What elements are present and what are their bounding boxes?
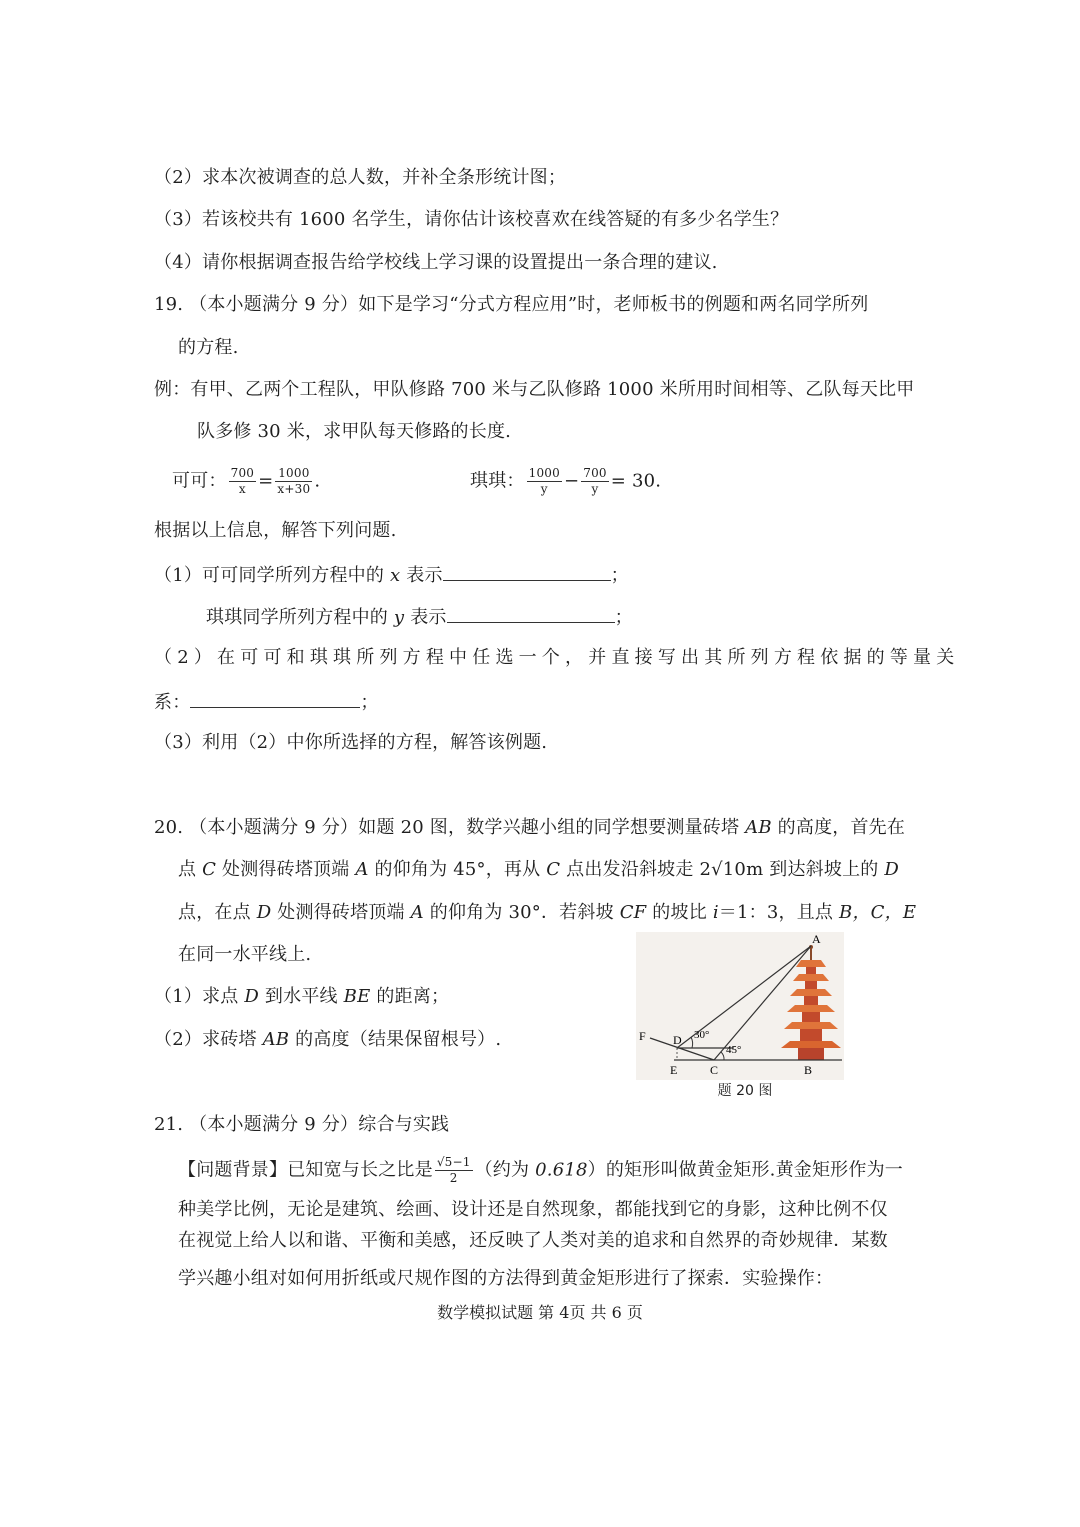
label-d: D [673,1033,682,1047]
label-c: C [710,1063,719,1077]
page-footer: 数学模拟试题 第 4页 共 6 页 [437,1303,643,1322]
q20-sub2: （2）求砖塔 AB 的高度（结果保留根号）. [154,1029,502,1050]
q20-stem-line1: 20. （本小题满分 9 分）如题 20 图，数学兴趣小组的同学想要测量砖塔 AB 的高度，首先在 [154,817,906,838]
q19-stem-line2: 的方程. [178,337,239,358]
figure-20-caption: 题 20 图 [717,1083,773,1099]
q19-qiqi-equation: 琪琪： $\frac{1000}{y}$ − $\frac{700}{y}$ = 30. [470,466,662,496]
figure-20-pagoda-diagram [636,932,844,1080]
q18-part3: （3）若该校共有 1600 名学生，请你估计该校喜欢在线答疑的有多少名学生？ [154,209,789,230]
q21-line2: 【问题背景】已知宽与长之比是 $\frac{√5-1}{2}$ （约为 0.618）的矩形叫做黄金矩形.黄金矩形作为一 [178,1155,903,1185]
q19-stem-line1: 19. （本小题满分 9 分）如下是学习“分式方程应用”时，老师板书的例题和两名同学所列 [154,294,869,315]
q21-title: 21. （本小题满分 9 分）综合与实践 [154,1114,450,1135]
q19-example-line1: 例：有甲、乙两个工程队，甲队修路 700 米与乙队修路 1000 米所用时间相等、乙队每天比甲 [154,379,915,400]
label-e: E [670,1063,678,1077]
answer-blank-relation[interactable] [190,689,360,708]
q18-part4: （4）请你根据调查报告给学校线上学习课的设置提出一条合理的建议. [154,252,718,273]
label-f: F [639,1029,646,1043]
qiqi-label: 琪琪： [470,470,525,492]
q19-sub1b: 琪琪同学所列方程中的 y 表示 ； [206,604,633,630]
q19-sub2-line1: （2）在可可和琪琪所列方程中任选一个，并直接写出其所列方程依据的等量关 [154,647,960,668]
q19-info: 根据以上信息，解答下列问题. [154,520,397,541]
answer-blank-x[interactable] [443,562,611,581]
q20-stem-line2: 点 C 处测得砖塔顶端 A 的仰角为 45°，再从 C 点出发沿斜坡走 2√10m 到达斜坡上的 D [178,859,900,880]
keke-fraction-2: $\frac{1000}{x+30}$ [277,466,311,496]
answer-blank-y[interactable] [447,604,615,623]
label-a: A [812,932,821,946]
q19-example-line2: 队多修 30 米，求甲队每天修路的长度. [197,421,512,442]
label-b: B [804,1063,813,1077]
qiqi-fraction-2: $\frac{700}{y}$ [583,466,607,496]
keke-label: 可可： [172,470,227,492]
q20-sub1: （1）求点 D 到水平线 BE 的距离； [154,986,450,1007]
q18-part2: （2）求本次被调查的总人数，并补全条形统计图； [154,167,567,188]
q20-stem-line3: 点，在点 D 处测得砖塔顶端 A 的仰角为 30°．若斜坡 CF 的坡比 i＝1：3，且点 B，C，E [178,902,917,923]
q21-line5: 学兴趣小组对如何用折纸或尺规作图的方法得到黄金矩形进行了探索．实验操作： [178,1268,834,1289]
keke-fraction-1: $\frac{700}{x}$ [230,466,255,496]
angle-label-45: 45° [726,1044,742,1056]
qiqi-fraction-1: $\frac{1000}{y}$ [528,466,560,496]
q19-sub3: （3）利用（2）中你所选择的方程，解答该例题. [154,732,548,753]
q20-stem-line4: 在同一水平线上. [178,944,312,965]
q21-line4: 在视觉上给人以和谐、平衡和美感，还反映了人类对美的追求和自然界的奇妙规律．某数 [178,1230,888,1251]
q19-keke-equation: 可可： $\frac{700}{x}$ = $\frac{1000}{x+30}$ . [172,466,321,496]
q19-sub1a: （1）可可同学所列方程中的 x 表示 ； [154,562,629,588]
angle-label-30: 30° [694,1029,710,1041]
q21-line3: 种美学比例，无论是建筑、绘画、设计还是自然现象，都能找到它的身影，这种比例不仅 [178,1199,888,1220]
q19-sub2-line2: 系： ； [154,689,379,715]
golden-ratio-fraction: $\frac{√5-1}{2}$ [436,1155,471,1185]
